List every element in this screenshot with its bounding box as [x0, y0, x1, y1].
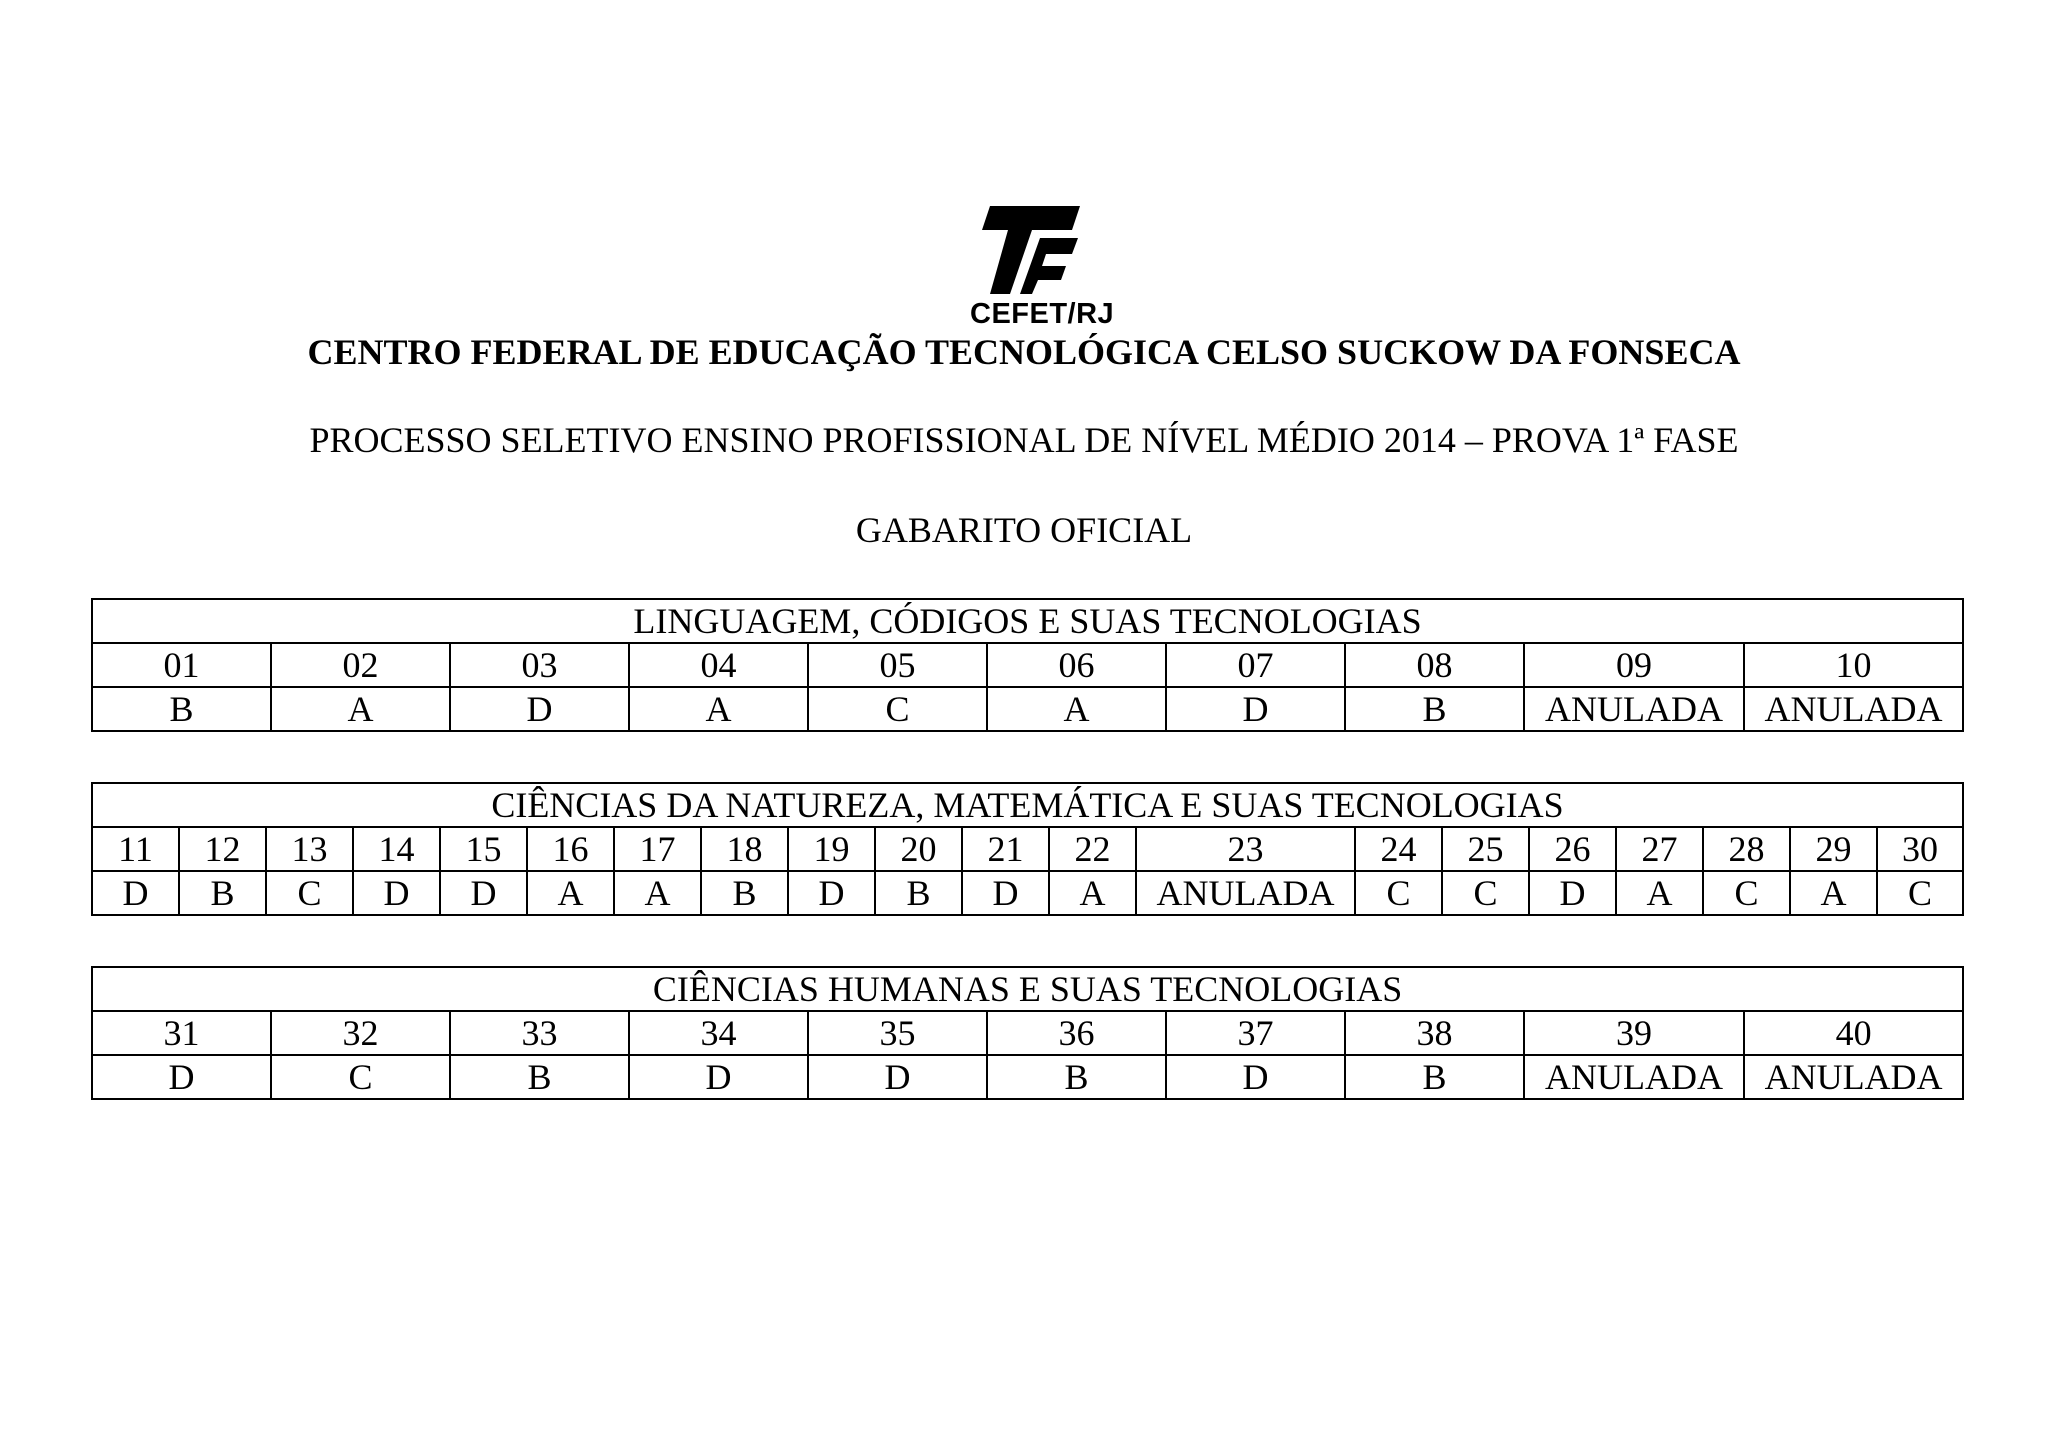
question-number: 11 [92, 827, 179, 871]
answer-row [92, 1055, 1963, 1099]
question-number: 21 [962, 827, 1049, 871]
question-number: 14 [353, 827, 440, 871]
question-number: 06 [987, 643, 1166, 687]
question-number: 03 [450, 643, 629, 687]
answer-cell: A [1790, 871, 1877, 915]
question-number: 23 [1136, 827, 1355, 871]
answer-cell: A [629, 687, 808, 731]
answer-cell: D [1166, 1055, 1345, 1099]
section-title: LINGUAGEM, CÓDIGOS E SUAS TECNOLOGIAS [92, 599, 1963, 643]
question-number: 25 [1442, 827, 1529, 871]
question-number: 22 [1049, 827, 1136, 871]
answer-cell: D [1166, 687, 1345, 731]
question-number: 39 [1524, 1011, 1744, 1055]
answer-cell: D [1529, 871, 1616, 915]
cefet-logo-icon [982, 204, 1082, 296]
answer-table-natureza [91, 782, 1964, 916]
answer-row [92, 871, 1963, 915]
question-number: 34 [629, 1011, 808, 1055]
answer-cell: ANULADA [1744, 687, 1963, 731]
answer-cell: A [1616, 871, 1703, 915]
question-number: 33 [450, 1011, 629, 1055]
question-number: 38 [1345, 1011, 1524, 1055]
answer-cell: A [987, 687, 1166, 731]
answer-cell: D [440, 871, 527, 915]
question-number: 26 [1529, 827, 1616, 871]
answer-cell: ANULADA [1524, 1055, 1744, 1099]
question-number: 12 [179, 827, 266, 871]
answer-cell: C [271, 1055, 450, 1099]
answer-cell: ANULADA [1524, 687, 1744, 731]
question-number: 09 [1524, 643, 1744, 687]
question-number: 04 [629, 643, 808, 687]
answer-cell: D [808, 1055, 987, 1099]
question-number: 19 [788, 827, 875, 871]
question-number: 18 [701, 827, 788, 871]
question-number: 13 [266, 827, 353, 871]
answer-cell: B [450, 1055, 629, 1099]
question-number: 40 [1744, 1011, 1963, 1055]
answer-cell: B [987, 1055, 1166, 1099]
answer-cell: D [92, 871, 179, 915]
section-title: CIÊNCIAS DA NATUREZA, MATEMÁTICA E SUAS TECNOLOGIAS [92, 783, 1963, 827]
question-number: 15 [440, 827, 527, 871]
answer-cell: D [629, 1055, 808, 1099]
answer-cell: B [1345, 687, 1524, 731]
answer-cell: A [614, 871, 701, 915]
question-number: 24 [1355, 827, 1442, 871]
answer-cell: C [808, 687, 987, 731]
question-number: 29 [1790, 827, 1877, 871]
question-number: 10 [1744, 643, 1963, 687]
question-number-row [92, 643, 1963, 687]
document-heading: GABARITO OFICIAL [855, 510, 1193, 550]
question-number: 30 [1877, 827, 1963, 871]
answer-cell: C [1442, 871, 1529, 915]
answer-cell: B [875, 871, 962, 915]
question-number: 17 [614, 827, 701, 871]
answer-cell: D [92, 1055, 271, 1099]
answer-cell: C [1703, 871, 1790, 915]
answer-cell: B [701, 871, 788, 915]
exam-subtitle: PROCESSO SELETIVO ENSINO PROFISSIONAL DE NÍVEL MÉDIO 2014 – PROVA 1ª FASE [309, 420, 1739, 460]
answer-cell: C [266, 871, 353, 915]
institution-title: CENTRO FEDERAL DE EDUCAÇÃO TECNOLÓGICA CELSO SUCKOW DA FONSECA [307, 332, 1741, 372]
question-number: 28 [1703, 827, 1790, 871]
question-number: 01 [92, 643, 271, 687]
answer-row [92, 687, 1963, 731]
answer-cell: C [1355, 871, 1442, 915]
logo-label: CEFET/RJ [970, 298, 1115, 330]
question-number-row [92, 827, 1963, 871]
answer-cell: ANULADA [1744, 1055, 1963, 1099]
answer-cell: D [788, 871, 875, 915]
answer-cell: D [353, 871, 440, 915]
question-number: 35 [808, 1011, 987, 1055]
answer-cell: D [962, 871, 1049, 915]
answer-cell: C [1877, 871, 1963, 915]
question-number: 37 [1166, 1011, 1345, 1055]
question-number: 32 [271, 1011, 450, 1055]
question-number: 16 [527, 827, 614, 871]
answer-table-humanas [91, 966, 1964, 1100]
answer-table-linguagem [91, 598, 1964, 732]
question-number: 08 [1345, 643, 1524, 687]
section-title: CIÊNCIAS HUMANAS E SUAS TECNOLOGIAS [92, 967, 1963, 1011]
question-number: 07 [1166, 643, 1345, 687]
answer-cell: A [1049, 871, 1136, 915]
answer-cell: D [450, 687, 629, 731]
question-number: 27 [1616, 827, 1703, 871]
cefet-rj-logo [970, 204, 1115, 330]
answer-cell: B [1345, 1055, 1524, 1099]
question-number: 05 [808, 643, 987, 687]
answer-cell: B [179, 871, 266, 915]
answer-cell: ANULADA [1136, 871, 1355, 915]
answer-cell: A [271, 687, 450, 731]
answer-cell: A [527, 871, 614, 915]
answer-cell: B [92, 687, 271, 731]
question-number: 31 [92, 1011, 271, 1055]
question-number-row [92, 1011, 1963, 1055]
question-number: 20 [875, 827, 962, 871]
question-number: 36 [987, 1011, 1166, 1055]
question-number: 02 [271, 643, 450, 687]
